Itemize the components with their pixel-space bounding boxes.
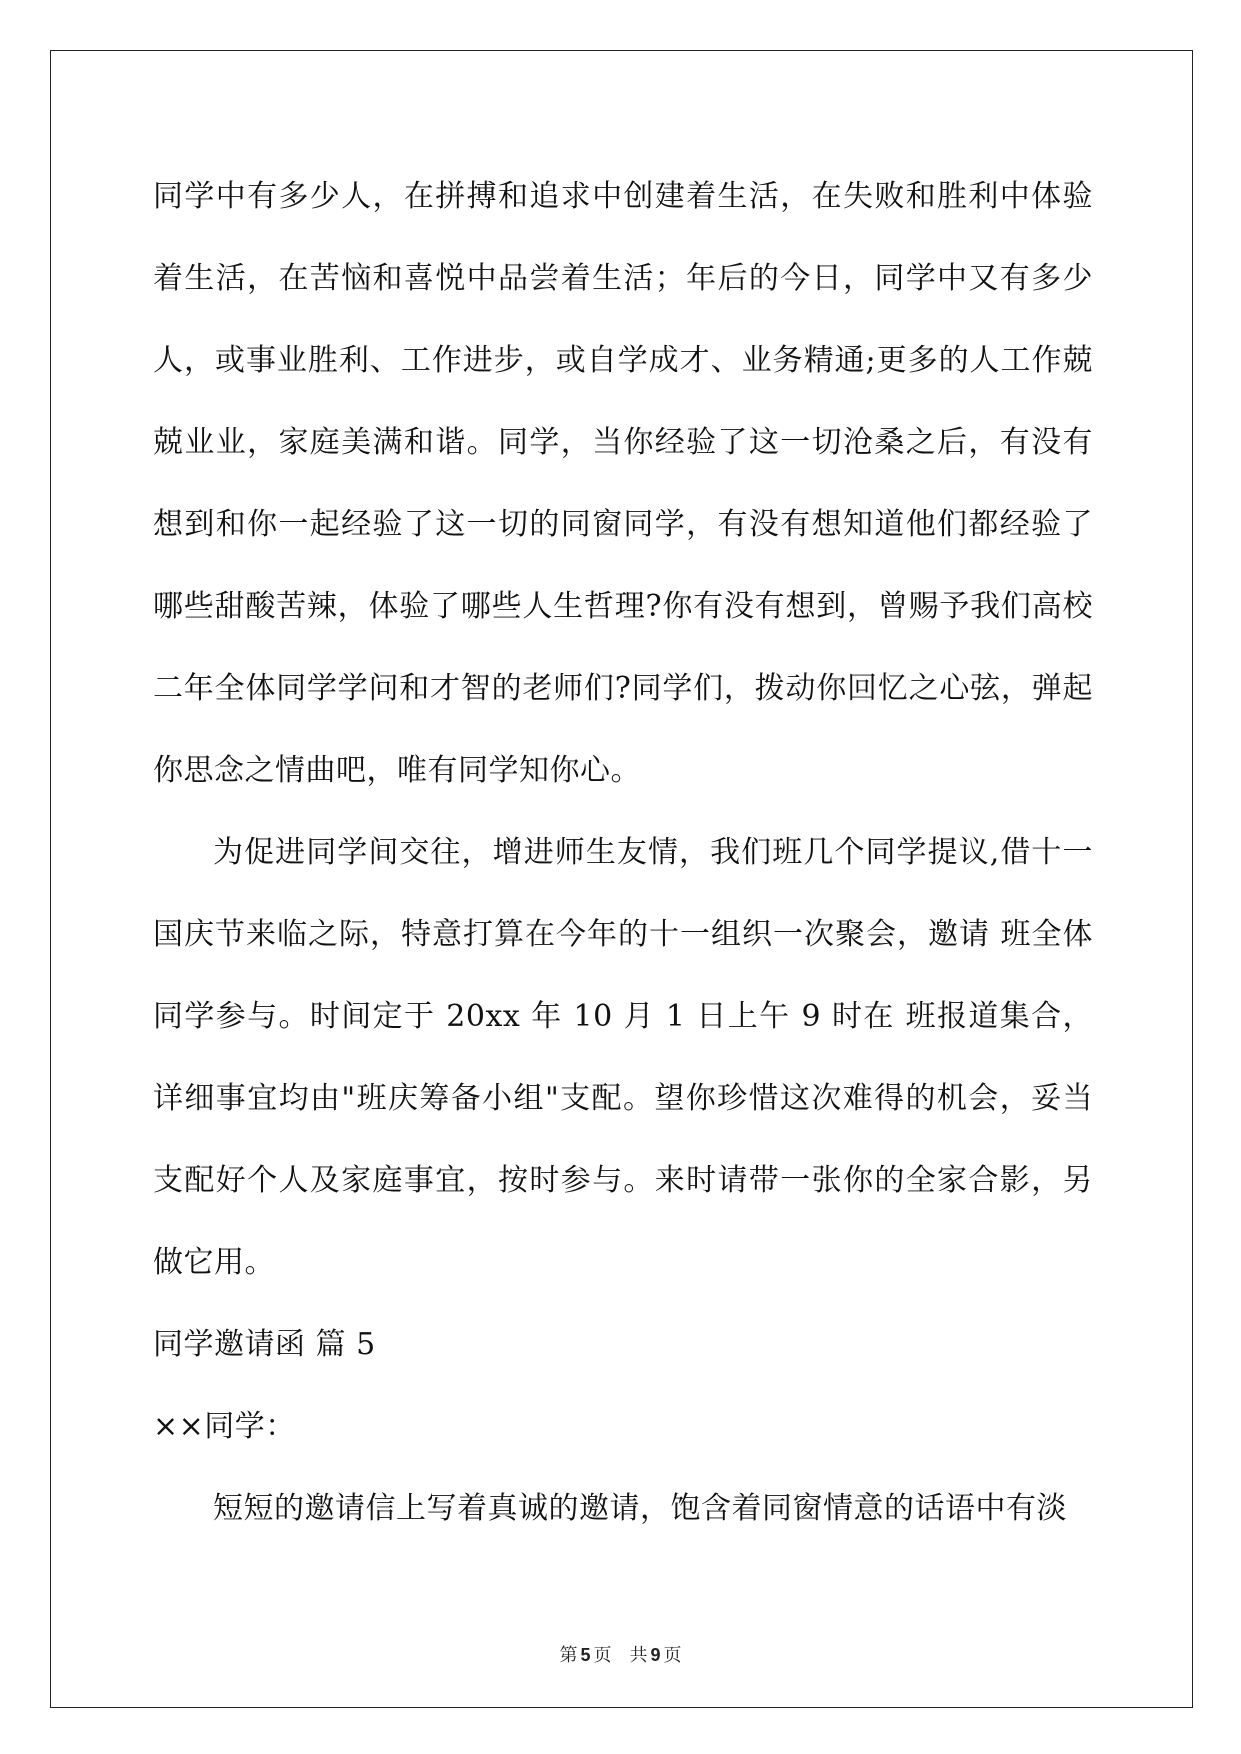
document-body xyxy=(153,156,1093,1550)
total-suffix: 页 xyxy=(663,1645,682,1666)
total-prefix: 共 xyxy=(629,1645,648,1666)
page-number: 5 xyxy=(580,1645,591,1665)
page-footer xyxy=(0,1641,1241,1667)
salutation: ××同学： xyxy=(153,1409,296,1444)
total-pages: 9 xyxy=(650,1645,661,1665)
section-title: 同学邀请函 篇 5 xyxy=(153,1327,376,1362)
page-prefix: 第 xyxy=(559,1645,578,1666)
paragraph-closing: 短短的邀请信上写着真诚的邀请，饱含着同窗情意的话语中有淡 xyxy=(213,1491,1067,1526)
paragraph-reflection: 同学中有多少人，在拼搏和追求中创建着生活，在失败和胜利中体验着生活，在苦恼和喜悦中品尝着生活；年后的今日，同学中又有多少人，或事业胜利、工作进步，或自学成才、业务精通;更多的人工作兢兢业业，家庭美满和谐。同学，当你经验了这一切沧桑之后，有没有想到和你一起经验了这一切的同窗同学，有没有想知道他们都经验了哪些甜酸苦辣，体验了哪些人生哲理?你有没有想到，曾赐予我们高校二年全体同学学问和才智的老师们?同学们，拨动你回忆之心弦，弹起你思念之情曲吧，唯有同学知你心。 xyxy=(153,179,1093,788)
page-suffix: 页 xyxy=(593,1645,612,1666)
paragraph-invitation: 为促进同学间交往，增进师生友情，我们班几个同学提议,借十一国庆节来临之际，特意打算在今年的十一组织一次聚会，邀请 班全体同学参与。时间定于 20xx 年 10 月 1 日上午 9 时在 班报道集合，详细事宜均由"班庆筹备小组"支配。望你珍惜这次难得的机会，妥当支配好个人及家庭事宜，按时参与。来时请带一张你的全家合影，另做它用。 xyxy=(153,835,1093,1280)
